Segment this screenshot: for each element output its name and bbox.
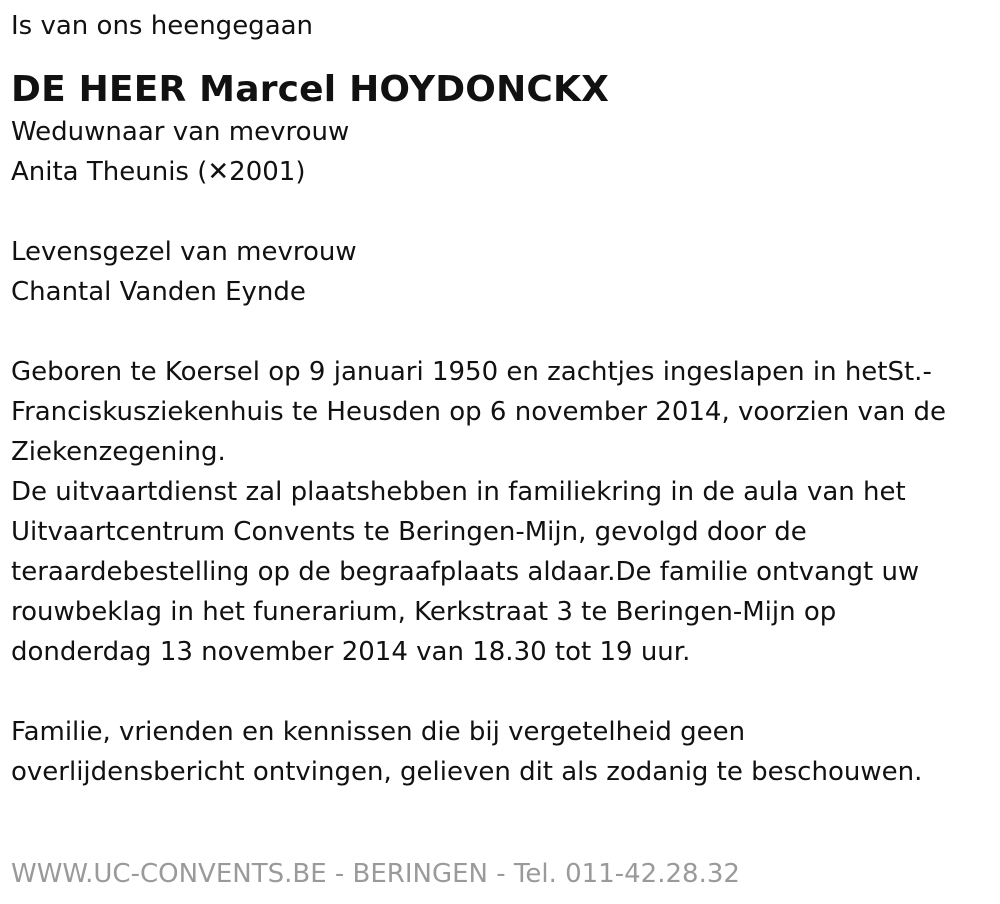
closing-line: overlijdensbericht ontvingen, gelieven dit als zodanig te beschouwen. bbox=[11, 757, 923, 787]
partner-line-2: Chantal Vanden Eynde bbox=[11, 277, 306, 307]
widower-block bbox=[11, 112, 989, 192]
partner-line-1: Levensgezel van mevrouw bbox=[11, 237, 357, 267]
closing-paragraph bbox=[11, 712, 989, 792]
footer-contact: WWW.UC-CONVENTS.BE - BERINGEN - Tel. 011-42.28.32 bbox=[11, 859, 740, 889]
details-paragraph bbox=[11, 352, 989, 672]
details-line: Geboren te Koersel op 9 januari 1950 en zachtjes ingeslapen in hetSt.- bbox=[11, 357, 932, 387]
details-line: teraardebestelling op de begraafplaats aldaar.De familie ontvangt uw bbox=[11, 557, 920, 587]
deceased-name: DE HEER Marcel HOYDONCKX bbox=[11, 69, 610, 110]
details-line: De uitvaartdienst zal plaatshebben in familiekring in de aula van het bbox=[11, 477, 906, 507]
details-line: donderdag 13 november 2014 van 18.30 tot 19 uur. bbox=[11, 637, 691, 667]
widower-line-1: Weduwnaar van mevrouw bbox=[11, 117, 350, 147]
spacer bbox=[11, 312, 989, 352]
details-line: Ziekenzegening. bbox=[11, 437, 226, 467]
spacer bbox=[11, 192, 989, 232]
details-line: Franciskusziekenhuis te Heusden op 6 november 2014, voorzien van de bbox=[11, 397, 947, 427]
details-line: Uitvaartcentrum Convents te Beringen-Mijn, gevolgd door de bbox=[11, 517, 807, 547]
details-line: rouwbeklag in het funerarium, Kerkstraat 3 te Beringen-Mijn op bbox=[11, 597, 837, 627]
widower-line-2: Anita Theunis (✕2001) bbox=[11, 157, 306, 187]
partner-block bbox=[11, 232, 989, 312]
spacer bbox=[11, 672, 989, 712]
closing-line: Familie, vrienden en kennissen die bij vergetelheid geen bbox=[11, 717, 746, 747]
intro-text: Is van ons heengegaan bbox=[11, 11, 314, 41]
